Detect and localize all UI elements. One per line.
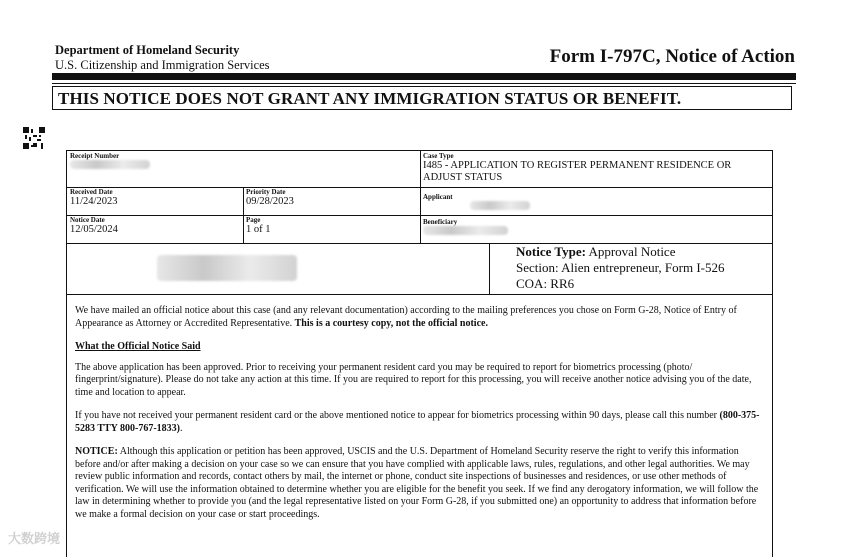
redacted-applicant-name — [470, 201, 530, 210]
agency-header — [55, 43, 270, 73]
page-cell — [243, 215, 420, 243]
form-title: Form I-797C, Notice of Action — [549, 46, 795, 67]
beneficiary-label: Beneficiary — [423, 218, 458, 226]
received-date-value: 11/24/2023 — [70, 196, 118, 207]
intro-paragraph: We have mailed an official notice about this case (and any relevant documentation) according to the mailing preferences you chose on Form G-28, Notice of Entry of Appearance as Attorney or Accredited Representative. This is a courtesy copy, not the official notice. — [75, 305, 737, 329]
department-name: Department of Homeland Security — [55, 43, 240, 57]
approval-paragraph: The above application has been approved. Prior to receiving your permanent resident card you may be required to report for biometrics processing (photo/ fingerprint/signature). Please do not take any action at this time. If you are required to report for this processing, you will receive another notice advising you of the date, time and location to appear. — [75, 361, 752, 398]
notice-type-value: Approval Notice — [588, 244, 676, 259]
watermark-logo: 大数跨境 — [8, 532, 61, 547]
case-details-grid — [66, 150, 773, 295]
priority-date-cell — [243, 187, 420, 215]
receipt-number-label: Receipt Number — [70, 152, 120, 160]
notice-label: NOTICE: — [75, 446, 118, 457]
notice-paragraph: NOTICE: Although this application or petition has been approved, USCIS and the U.S. Department of Homeland Security reserve the right to verify this information before and/or after making a decision on your case so we can ensure that you have complied with applicable laws, rules, regulations, and other legal authorities. We may review public information and records, contact others by mail, the internet or phone, conduct site inspections of businesses and residences, or use other methods of verification. We will use the information obtained to determine whether you are eligible for the benefit you seek. If we find any derogatory information, we will follow the law in determining whether to provide you (and the legal representative listed on your Form G-28, if you submitted one) an opportunity to address that information before we make a formal decision on your case or start proceedings. — [75, 446, 759, 520]
redacted-beneficiary-name — [423, 226, 508, 235]
beneficiary-cell — [420, 215, 772, 243]
receipt-number-cell — [67, 151, 420, 187]
address-cell — [67, 243, 489, 295]
case-type-value: I485 - APPLICATION TO REGISTER PERMANENT RESIDENCE OR ADJUST STATUS — [423, 160, 732, 183]
contact-paragraph: If you have not received your permanent resident card or the above mentioned notice to appear for biometrics processing within 90 days, please call this number (800-375-5283 TTY 800-767-1833). — [75, 410, 760, 434]
notice-type-label: Notice Type: — [516, 244, 586, 259]
status-banner: THIS NOTICE DOES NOT GRANT ANY IMMIGRATION STATUS OR BENEFIT. — [52, 86, 792, 110]
redacted-address — [157, 255, 297, 281]
notice-date-value: 12/05/2024 — [70, 224, 118, 235]
barcode-icon — [23, 127, 45, 149]
applicant-cell — [420, 187, 772, 215]
notice-date-cell — [67, 215, 243, 243]
notice-section: Section: Alien entrepreneur, Form I-526 — [516, 260, 725, 275]
page-label: Page — [246, 216, 261, 224]
received-date-label: Received Date — [70, 188, 113, 196]
case-type-cell — [420, 151, 772, 187]
notice-type-cell — [489, 243, 772, 295]
phone-numbers: (800-375-5283 TTY 800-767-1833) — [75, 410, 760, 434]
header-rule — [52, 73, 796, 80]
notice-date-label: Notice Date — [70, 216, 105, 224]
page-value: 1 of 1 — [246, 224, 271, 235]
header-rule-thin — [52, 83, 796, 84]
received-date-cell — [67, 187, 243, 215]
redacted-receipt-number — [70, 160, 150, 169]
courtesy-copy-note: This is a courtesy copy, not the official notice. — [294, 317, 488, 329]
agency-name: U.S. Citizenship and Immigration Services — [55, 58, 270, 72]
priority-date-value: 09/28/2023 — [246, 196, 294, 207]
case-type-label: Case Type — [423, 152, 454, 160]
notice-coa: COA: RR6 — [516, 276, 575, 291]
priority-date-label: Priority Date — [246, 188, 286, 196]
applicant-label: Applicant — [423, 193, 453, 201]
section-heading: What the Official Notice Said — [75, 341, 201, 352]
notice-body — [66, 295, 773, 557]
